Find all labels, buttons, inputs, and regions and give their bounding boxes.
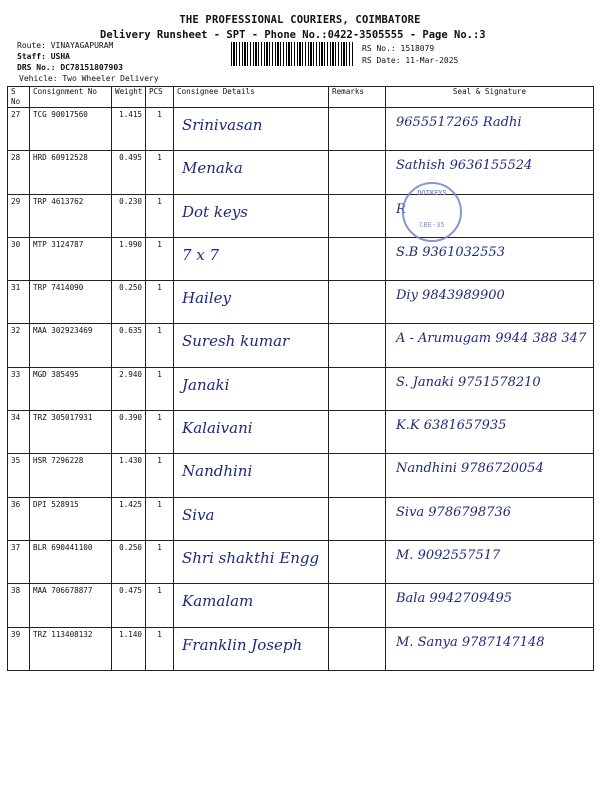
table-row: [8, 281, 594, 324]
handwritten-signature: A - Arumugam 9944 388 347: [396, 331, 587, 347]
company-title: THE PROFESSIONAL COURIERS, COIMBATORE: [179, 14, 421, 26]
sno-cell: 32: [8, 324, 30, 367]
weight-cell: 0.390: [112, 411, 146, 454]
signature-cell: [386, 367, 594, 410]
sno-cell: 29: [8, 194, 30, 237]
consignment-no-cell: MGD 385495: [30, 367, 112, 410]
table-row: [8, 584, 594, 627]
signature-cell: [386, 108, 594, 151]
table-row: [8, 627, 594, 670]
runsheet-subtitle: Delivery Runsheet - SPT - Phone No.:0422-3505555 - Page No.:3: [100, 29, 486, 41]
handwritten-signature: R: [396, 201, 406, 217]
route-label: Route: VINAYAGAPURAM: [17, 41, 114, 50]
col-sno: S No: [8, 87, 30, 108]
sno-cell: 38: [8, 584, 30, 627]
remarks-cell: [329, 497, 386, 540]
table-row: [8, 367, 594, 410]
handwritten-consignee: Siva: [182, 505, 215, 524]
remarks-cell: [329, 237, 386, 280]
handwritten-signature: Siva 9786798736: [396, 504, 512, 520]
consignment-no-cell: BLR 690441100: [30, 540, 112, 583]
stamp-top-text: DOTKEYS: [417, 189, 447, 197]
consignment-no-cell: HRD 60912528: [30, 151, 112, 194]
consignment-no-cell: MAA 706678877: [30, 584, 112, 627]
table-row: [8, 324, 594, 367]
consignment-no-cell: TCG 90017560: [30, 108, 112, 151]
signature-cell: [386, 540, 594, 583]
remarks-cell: [329, 281, 386, 324]
weight-cell: 0.495: [112, 151, 146, 194]
handwritten-consignee: Franklin Joseph: [182, 635, 303, 654]
remarks-cell: [329, 324, 386, 367]
sno-cell: 28: [8, 151, 30, 194]
table-row: [8, 108, 594, 151]
weight-cell: 0.230: [112, 194, 146, 237]
table-row: [8, 194, 594, 237]
handwritten-consignee: Srinivasan: [182, 116, 263, 134]
pcs-cell: 1: [146, 540, 174, 583]
col-consignee: Consignee Details: [174, 87, 329, 108]
pcs-cell: 1: [146, 454, 174, 497]
runsheet-table: [7, 86, 594, 671]
remarks-cell: [329, 108, 386, 151]
pcs-cell: 1: [146, 108, 174, 151]
signature-cell: [386, 627, 594, 670]
remarks-cell: [329, 151, 386, 194]
rs-date: RS Date: 11-Mar-2025: [362, 56, 459, 65]
consignee-cell: [174, 367, 329, 410]
handwritten-consignee: Nandhini: [182, 462, 253, 481]
table-row: [8, 151, 594, 194]
consignee-cell: [174, 454, 329, 497]
remarks-cell: [329, 367, 386, 410]
consignee-cell: [174, 540, 329, 583]
consignee-cell: [174, 237, 329, 280]
handwritten-signature: Bala 9942709495: [396, 591, 513, 607]
staff-label: Staff: USHA: [17, 52, 70, 61]
rs-number: RS No.: 1518079: [362, 44, 435, 53]
sno-cell: 37: [8, 540, 30, 583]
handwritten-consignee: Kalaivani: [182, 419, 253, 438]
signature-cell: [386, 281, 594, 324]
signature-cell: [386, 497, 594, 540]
signature-cell: [386, 454, 594, 497]
sno-cell: 35: [8, 454, 30, 497]
weight-cell: 1.415: [112, 108, 146, 151]
consignee-cell: [174, 627, 329, 670]
sno-cell: 34: [8, 411, 30, 454]
signature-cell: [386, 584, 594, 627]
consignment-no-cell: HSR 7296228: [30, 454, 112, 497]
signature-cell: [386, 411, 594, 454]
handwritten-signature: K.K 6381657935: [396, 418, 507, 434]
sno-cell: 27: [8, 108, 30, 151]
sno-cell: 33: [8, 367, 30, 410]
col-weight: Weight: [112, 87, 146, 108]
stamp-bottom-text: CBE-35: [419, 221, 445, 229]
company-stamp: [402, 182, 462, 242]
pcs-cell: 1: [146, 584, 174, 627]
consignment-no-cell: TRP 7414090: [30, 281, 112, 324]
handwritten-consignee: Kamalam: [182, 592, 254, 611]
table-row: [8, 540, 594, 583]
weight-cell: 1.425: [112, 497, 146, 540]
signature-cell: [386, 237, 594, 280]
remarks-cell: [329, 411, 386, 454]
pcs-cell: 1: [146, 324, 174, 367]
handwritten-consignee: Hailey: [182, 289, 231, 308]
consignment-no-cell: DPI 528915: [30, 497, 112, 540]
col-signature: Seal & Signature: [386, 87, 594, 108]
col-remarks: Remarks: [329, 87, 386, 108]
handwritten-signature: S. Janaki 9751578210: [396, 374, 541, 390]
pcs-cell: 1: [146, 151, 174, 194]
table-row: [8, 454, 594, 497]
weight-cell: 0.250: [112, 281, 146, 324]
handwritten-consignee: Dot keys: [182, 202, 248, 221]
rs-info: [362, 43, 458, 67]
consignment-no-cell: MAA 302923469: [30, 324, 112, 367]
weight-cell: 1.140: [112, 627, 146, 670]
consignment-no-cell: TRP 4613762: [30, 194, 112, 237]
pcs-cell: 1: [146, 237, 174, 280]
consignee-cell: [174, 281, 329, 324]
pcs-cell: 1: [146, 281, 174, 324]
handwritten-signature: M. Sanya 9787147148: [396, 634, 545, 650]
consignee-cell: [174, 324, 329, 367]
weight-cell: 2.940: [112, 367, 146, 410]
weight-cell: 0.250: [112, 540, 146, 583]
consignment-no-cell: TRZ 305017931: [30, 411, 112, 454]
pcs-cell: 1: [146, 627, 174, 670]
vehicle-label: Vehicle: Two Wheeler Delivery: [19, 74, 159, 83]
handwritten-signature: M. 9092557517: [396, 547, 501, 563]
barcode: [231, 42, 353, 66]
consignee-cell: [174, 411, 329, 454]
pcs-cell: 1: [146, 194, 174, 237]
handwritten-signature: 9655517265 Radhi: [396, 115, 522, 130]
col-pcs: PCS: [146, 87, 174, 108]
handwritten-consignee: 7 x 7: [182, 245, 220, 264]
drs-number: DRS No.: DC78151807903: [17, 63, 123, 72]
pcs-cell: 1: [146, 411, 174, 454]
sno-cell: 36: [8, 497, 30, 540]
handwritten-signature: Nandhini 9786720054: [396, 461, 544, 477]
col-consignment: Consignment No: [30, 87, 112, 108]
handwritten-consignee: Suresh kumar: [182, 332, 290, 351]
handwritten-consignee: Menaka: [182, 159, 243, 178]
weight-cell: 1.990: [112, 237, 146, 280]
consignee-cell: [174, 497, 329, 540]
weight-cell: 0.475: [112, 584, 146, 627]
remarks-cell: [329, 194, 386, 237]
consignment-no-cell: TRZ 113408132: [30, 627, 112, 670]
weight-cell: 0.635: [112, 324, 146, 367]
sno-cell: 30: [8, 237, 30, 280]
pcs-cell: 1: [146, 367, 174, 410]
table-header: [8, 87, 594, 108]
handwritten-signature: Diy 9843989900: [396, 288, 505, 304]
handwritten-signature: S.B 9361032553: [396, 244, 505, 260]
table-row: [8, 497, 594, 540]
table-row: [8, 411, 594, 454]
remarks-cell: [329, 454, 386, 497]
remarks-cell: [329, 540, 386, 583]
signature-cell: [386, 324, 594, 367]
handwritten-signature: Sathish 9636155524: [396, 158, 533, 174]
consignee-cell: [174, 151, 329, 194]
table-row: [8, 237, 594, 280]
sno-cell: 31: [8, 281, 30, 324]
sno-cell: 39: [8, 627, 30, 670]
pcs-cell: 1: [146, 497, 174, 540]
consignment-no-cell: MTP 3124787: [30, 237, 112, 280]
consignee-cell: [174, 108, 329, 151]
remarks-cell: [329, 584, 386, 627]
consignee-cell: [174, 194, 329, 237]
consignee-cell: [174, 584, 329, 627]
remarks-cell: [329, 627, 386, 670]
handwritten-consignee: Janaki: [182, 375, 230, 394]
handwritten-consignee: Shri shakthi Engg: [182, 548, 320, 567]
weight-cell: 1.430: [112, 454, 146, 497]
